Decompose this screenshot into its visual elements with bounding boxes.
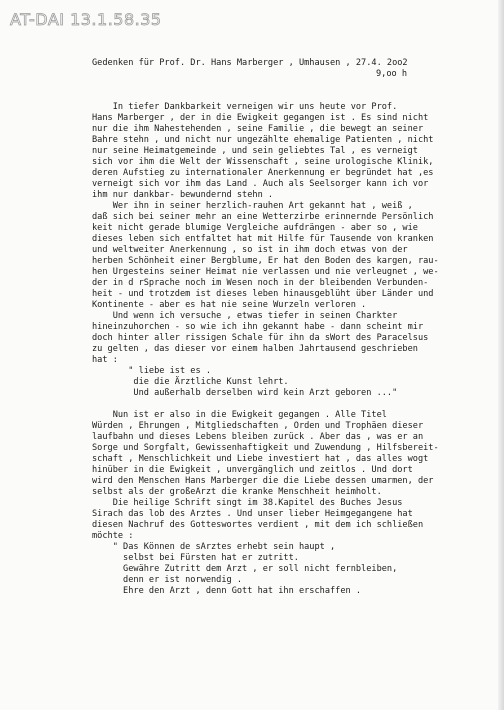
text-line: möchte :: [92, 531, 134, 541]
text-line: hinüber in die Ewigkeit , unvergänglich und zeitlos . Und dort: [92, 465, 413, 475]
text-line: zu gelten , das dieser vor einem halben Jahrtausend geschrieben: [92, 344, 418, 354]
text-line: ihm nur dankbar- bewundernd stehn .: [92, 190, 274, 200]
text-line: hen Urgesteins seiner Heimat nie verlassen und nie verleugnet , we-: [92, 267, 439, 277]
text-line: " liebe ist es .: [92, 366, 211, 376]
text-line: Und außerhalb derselben wird kein Arzt geboren ...": [92, 388, 398, 398]
text-line: Sirach das lob des Arztes . Und unser lieber Heimgegangene hat: [92, 509, 413, 519]
text-line: denn er ist norwendig .: [92, 575, 243, 585]
text-line: hineinzuhorchen - so wie ich ihn gekannt habe - dann scheint mir: [92, 322, 424, 332]
text-line: deren Aufstieg zu internationaler Anerkennung er begründet hat ,es: [92, 168, 434, 178]
text-line: laufbahn und dieses Lebens bleiben zurück . Aber das , was er an: [92, 432, 424, 442]
text-line: Bahre stehn , und nicht nur ungezählte ehemalige Patienten , nicht: [92, 135, 434, 145]
archive-stamp: AT-DAI 13.1.58.35: [10, 10, 162, 29]
body-lines: [92, 80, 492, 597]
text-line: Kontinente - aber es hat nie seine Wurzeln verloren .: [92, 300, 367, 310]
text-line: Würden , Ehrungen , Mitgliedschaften , Orden und Trophäen dieser: [92, 421, 424, 431]
text-line: selbst bei Fürsten hat er zutritt.: [92, 553, 299, 563]
text-line: [92, 91, 492, 102]
header-time: 9,oo h: [376, 69, 408, 79]
text-line: [92, 80, 492, 91]
text-line: doch hinter aller rissigen Schale für ihn da sWort des Paracelsus: [92, 333, 429, 343]
text-line: selbst als der großeArzt die kranke Menschheit heimholt.: [92, 487, 382, 497]
text-line: wird den Menschen Hans Marberger die die Liebe dessen umarmen, der: [92, 476, 434, 486]
header-line: Gedenken für Prof. Dr. Hans Marberger , Umhausen , 27.4. 2oo2: [92, 58, 408, 68]
text-line: Hans Marberger , der in die Ewigkeit gegangen ist . Es sind nicht: [92, 113, 429, 123]
text-line: [92, 399, 492, 410]
text-line: Sorge und Sorgfalt, Gewissenhaftigkeit und Zuwendung , Hilfsbereit-: [92, 443, 439, 453]
text-line: hat :: [92, 355, 118, 365]
text-line: herben Schönheit einer Bergblume, Er hat den Boden des kargen, rau-: [92, 256, 439, 266]
text-line: Ehre den Arzt , denn Gott hat ihn erschaffen .: [92, 586, 362, 596]
text-line: Gewähre Zutritt dem Arzt , er soll nicht fernbleiben,: [92, 564, 398, 574]
text-line: diesen Nachruf des Gotteswortes verdient , mit dem ich schließen: [92, 520, 424, 530]
text-line: keit nicht gerade blumige Vergleiche aufdrängen - aber so , wie: [92, 223, 418, 233]
letter-body: [92, 58, 492, 597]
text-line: heit - und trotzdem ist dieses leben hinausgeblüht über Länder und: [92, 289, 434, 299]
page-edge-shadow: [498, 0, 504, 710]
text-line: nur seine Heimatgemeinde , und sein geliebtes Tal , es verneigt: [92, 146, 418, 156]
text-line: " Das Können de sArztes erhebt sein haupt ,: [92, 542, 336, 552]
text-line: Die heilige Schrift singt im 38.Kapitel des Buches Jesus: [92, 498, 403, 508]
text-line: nur die ihm Nahestehenden , seine Familie , die bewegt an seiner: [92, 124, 424, 134]
text-line: Wer ihn in seiner herzlich-rauhen Art gekannt hat , weiß ,: [92, 201, 413, 211]
text-line: verneigt sich vor ihm das Land . Auch als Seelsorger kann ich vor: [92, 179, 429, 189]
text-line: schaft , Menschlichkeit und Liebe investiert hat , das alles wogt: [92, 454, 429, 464]
text-line: daß sich bei seiner mehr an eine Wetterzirbe erinnernde Persönlich: [92, 212, 434, 222]
text-line: der in d rSprache noch im Wesen noch in der bleibenden Verbunden-: [92, 278, 429, 288]
text-line: In tiefer Dankbarkeit verneigen wir uns heute vor Prof.: [92, 102, 398, 112]
text-line: dieses leben sich entfaltet hat mit Hilfe für Tausende von kranken: [92, 234, 434, 244]
text-line: Nun ist er also in die Ewigkeit gegangen . Alle Titel: [92, 410, 387, 420]
text-line: und weltweiter Anerkennung , so ist in ihm doch etwas von der: [92, 245, 408, 255]
text-line: sich vor ihm die Welt der Wissenschaft , seine urologische Klinik,: [92, 157, 434, 167]
text-line: die die Ärztliche Kunst lehrt.: [92, 377, 289, 387]
text-line: Und wenn ich versuche , etwas tiefer in seinen Charkter: [92, 311, 398, 321]
